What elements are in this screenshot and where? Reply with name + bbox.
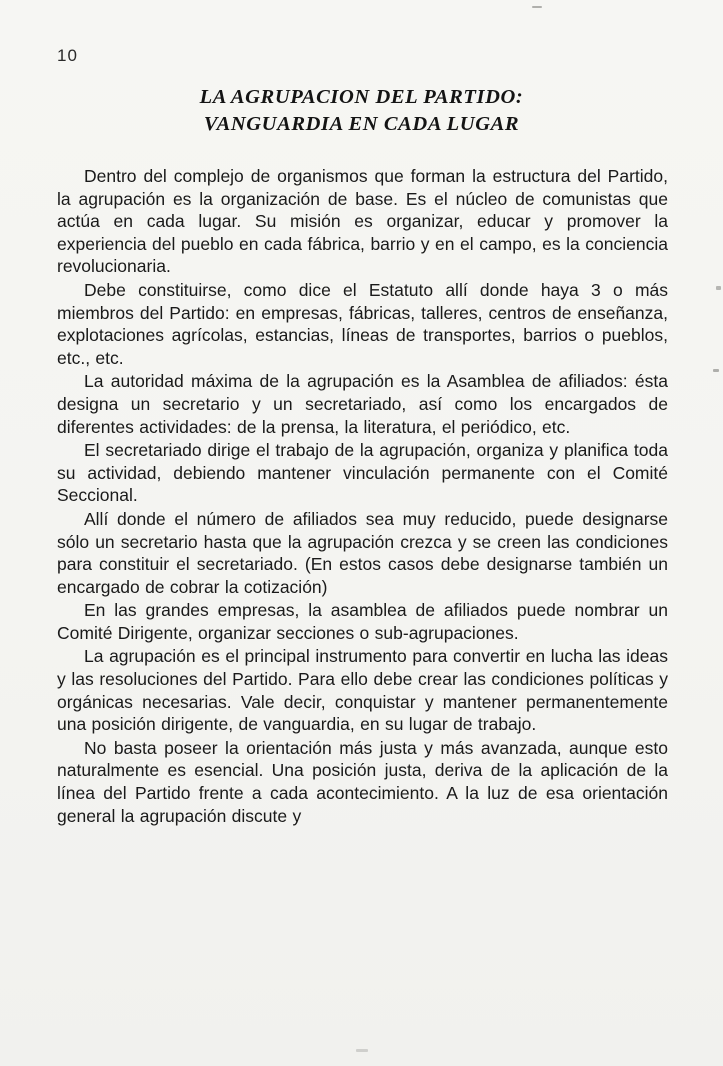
scan-artifact-mark — [356, 1049, 368, 1052]
title-line-2: VANGUARDIA EN CADA LUGAR — [203, 113, 520, 135]
paragraph-2: Debe constituirse, como dice el Estatuto allí donde haya 3 o más miembros del Partido: en empresas, fábricas, talleres, centros de enseñanza, explotaciones agrícolas, estancias, líneas de transportes, barrios o pueblos, etc., etc. — [57, 279, 668, 368]
paragraph-6: En las grandes empresas, la asamblea de afiliados puede nombrar un Comité Dirigente, organizar secciones o sub-agrupaciones. — [57, 600, 668, 643]
paragraph-7: La agrupación es el principal instrumento para convertir en lucha las ideas y las resoluciones del Partido. Para ello debe crear las condiciones políticas y orgánicas necesarias. Vale decir, conquistar y mantener permanentemente una posición dirigente, de vanguardia, en su lugar de trabajo. — [57, 646, 668, 735]
page-title — [60, 84, 663, 138]
title-line-1: LA AGRUPACION DEL PARTIDO: — [199, 86, 524, 108]
page-number: 10 — [57, 46, 78, 65]
paragraph-4: El secretariado dirige el trabajo de la agrupación, organiza y planifica toda su actividad, debiendo mantener vinculación permanente con el Comité Seccional. — [57, 440, 668, 506]
body-text — [57, 165, 668, 827]
paragraph-3: La autoridad máxima de la agrupación es la Asamblea de afiliados: ésta designa un secretario y un secretariado, así como los encargados de diferentes actividades: de la prensa, la literatura, el periódico, etc. — [57, 371, 668, 437]
scan-artifact-mark — [532, 6, 542, 8]
paragraph-5: Allí donde el número de afiliados sea muy reducido, puede designarse sólo un secretario hasta que la agrupación crezca y se creen las condiciones para constituir el secretariado. (En estos casos debe designarse también un encargado de cobrar la cotización) — [57, 508, 668, 597]
paragraph-8: No basta poseer la orientación más justa y más avanzada, aunque esto naturalmente es esencial. Una posición justa, deriva de la aplicación de la línea del Partido frente a cada acontecimiento. A la luz de esa orientación general la agrupación discute y — [57, 737, 668, 826]
paragraph-1: Dentro del complejo de organismos que forman la estructura del Partido, la agrupación es la organización de base. Es el núcleo de comunistas que actúa en cada lugar. Su misión es organizar, educar y promover la experiencia del pueblo en cada fábrica, barrio y en el campo, es la conciencia revolucionaria. — [57, 166, 668, 277]
scan-artifact-mark — [716, 286, 721, 290]
scan-artifact-mark — [713, 369, 719, 372]
